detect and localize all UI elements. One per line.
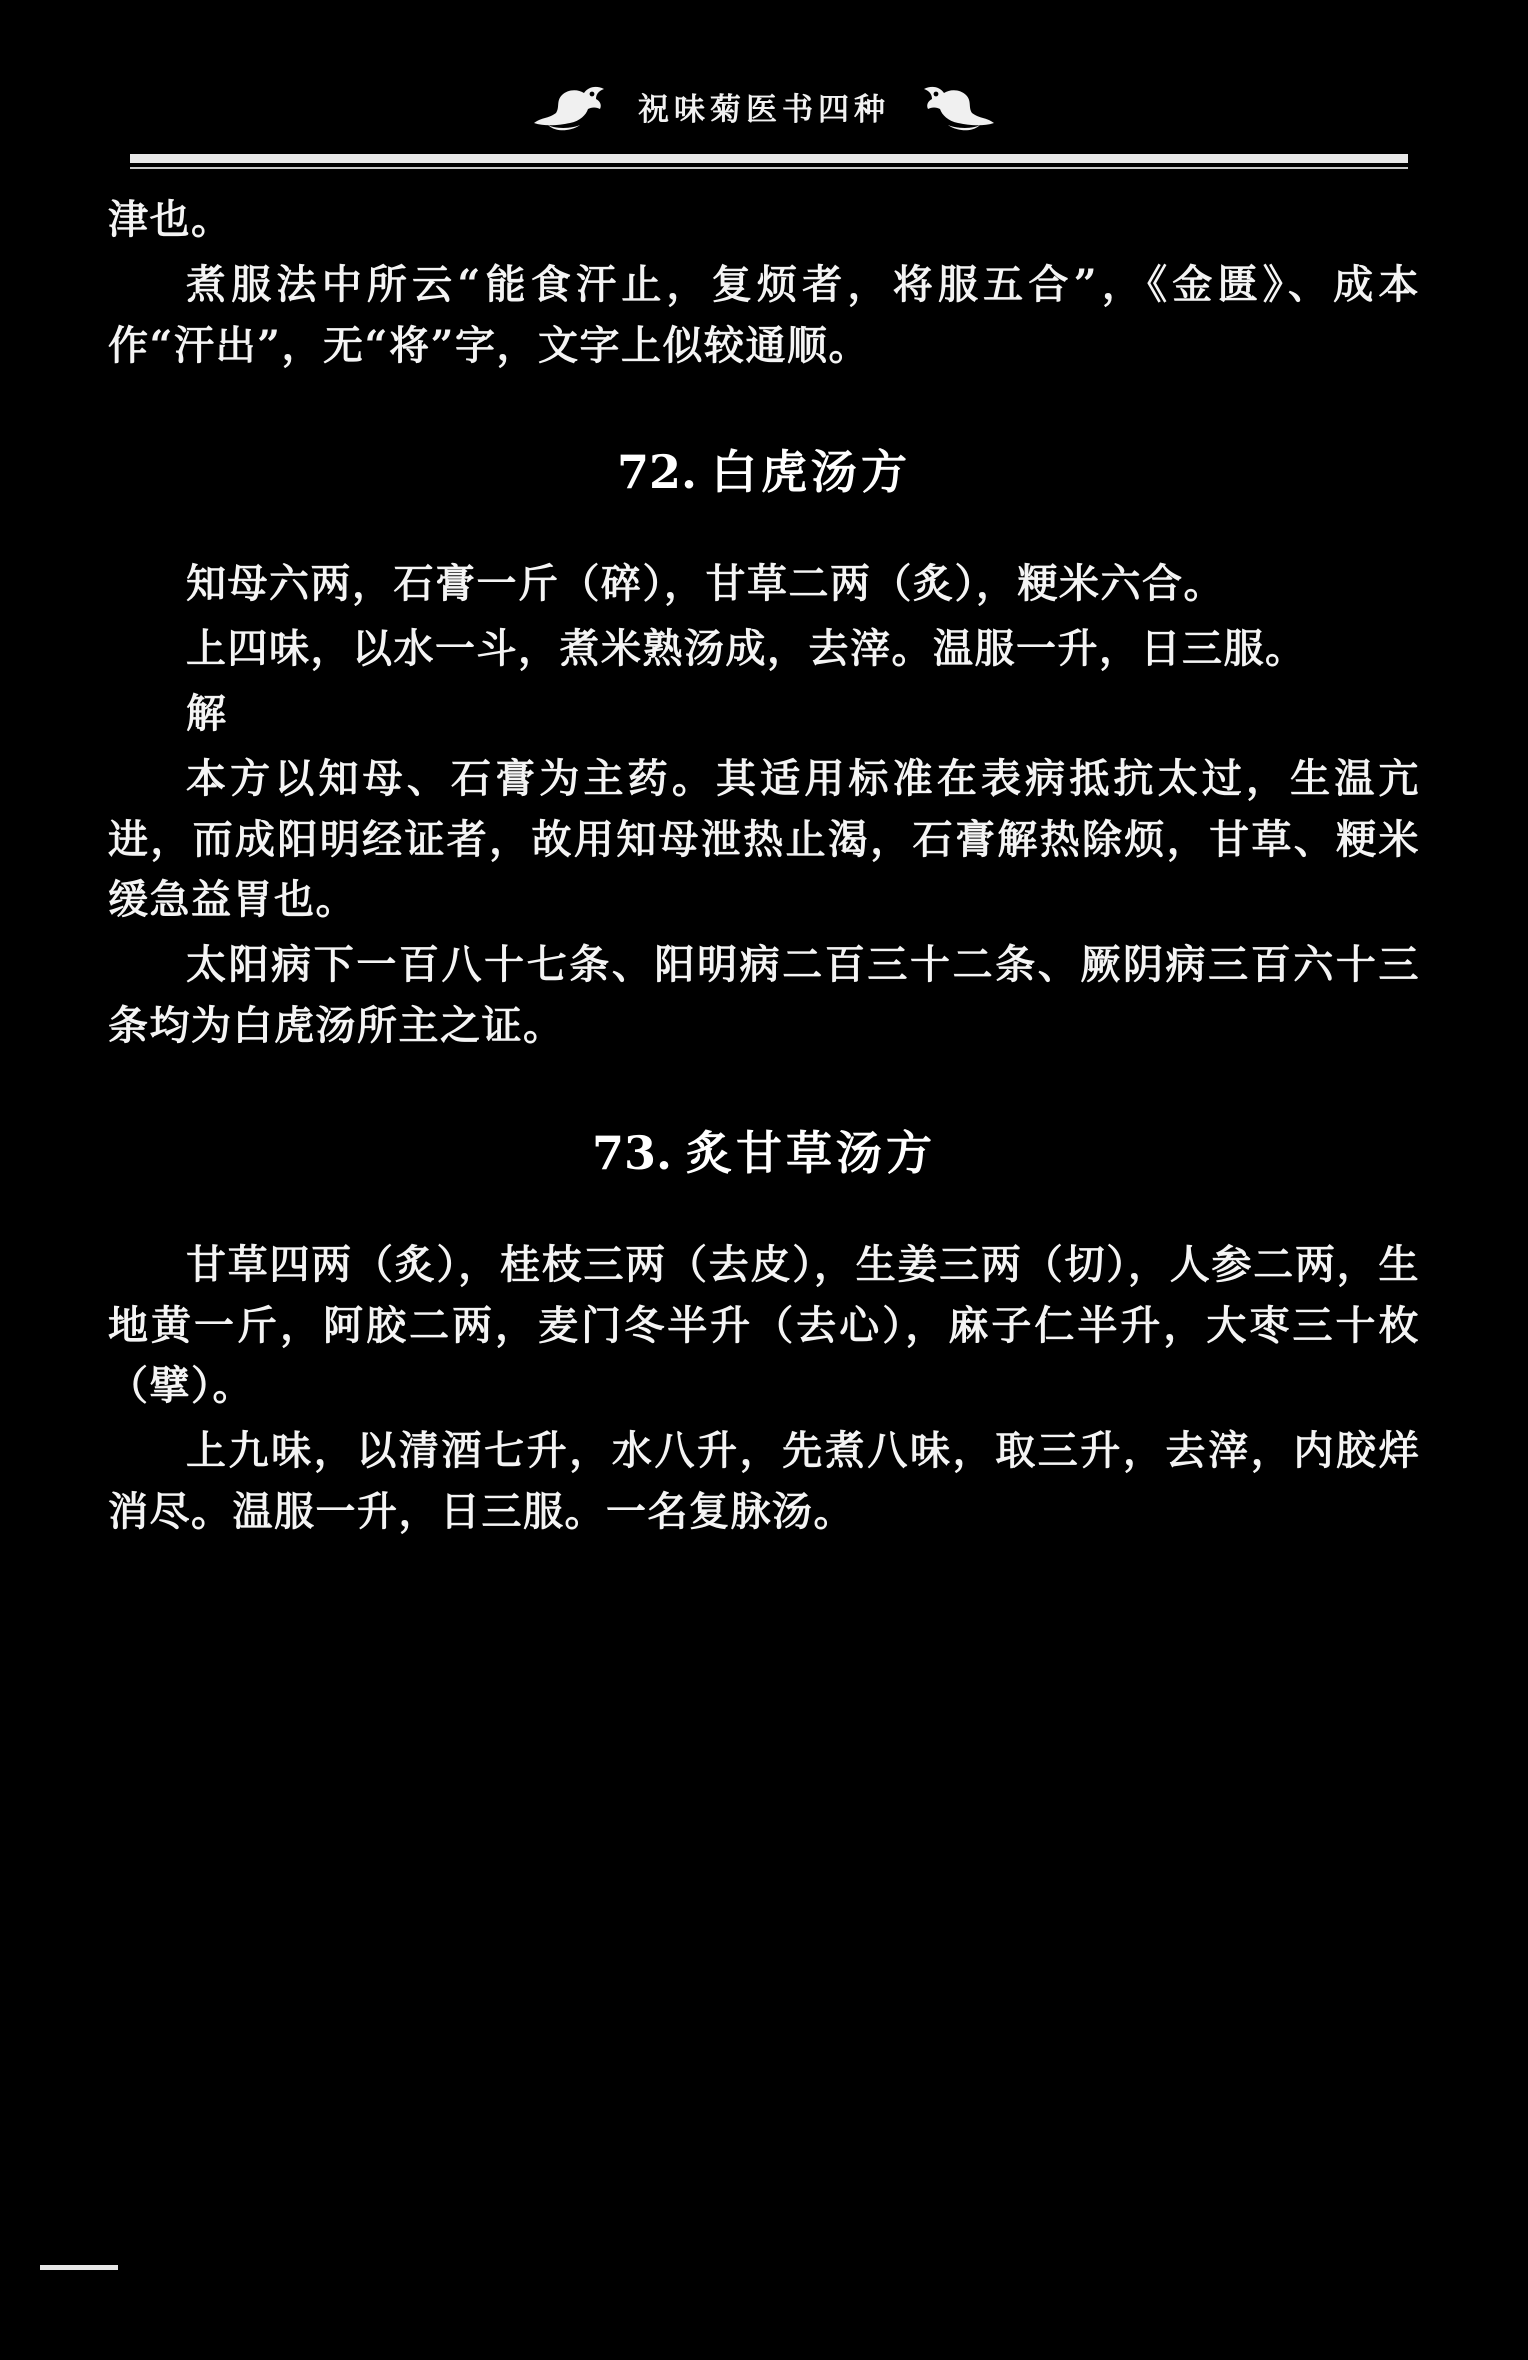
section-title: 炙甘草汤方 xyxy=(686,1125,937,1180)
bird-ornament-icon xyxy=(916,77,1002,135)
paragraph: 解 xyxy=(186,689,228,737)
header-title: 祝味菊医书四种 xyxy=(638,91,890,128)
section-number: 73. xyxy=(591,1125,673,1180)
bird-ornament-icon xyxy=(526,77,612,135)
section-heading xyxy=(108,1117,1420,1183)
paragraph: 知母六两，石膏一斤（碎），甘草二两（炙），粳米六合。 xyxy=(186,560,1225,608)
section-number: 72. xyxy=(616,445,698,500)
page-right-margin xyxy=(1510,0,1528,2360)
paragraph: 煮服法中所云“能食汗止，复烦者，将服五合”，《金匮》、成本作“汗出”，无“将”字，文字上似较通顺。 xyxy=(108,260,1420,369)
section-title: 白虎汤方 xyxy=(711,445,912,500)
page-left-margin xyxy=(0,0,16,2360)
section-heading xyxy=(108,436,1420,502)
paragraph: 上四味，以水一斗，煮米熟汤成，去滓。温服一升，日三服。 xyxy=(186,625,1307,673)
running-header xyxy=(120,70,1408,162)
paragraph: 太阳病下一百八十七条、阳明病二百三十二条、厥阴病三百六十三条均为白虎汤所主之证。 xyxy=(108,941,1420,1049)
paragraph: 甘草四两（炙），桂枝三两（去皮），生姜三两（切），人参二两，生地黄一斤，阿胶二两，麦门冬半升（去心），麻子仁半升，大枣三十枚（擘）。 xyxy=(108,1240,1420,1410)
page-content xyxy=(108,190,1420,1547)
header-divider xyxy=(130,154,1408,163)
paragraph: 津也。 xyxy=(108,196,233,243)
footer-rule xyxy=(40,2265,118,2270)
paragraph: 本方以知母、石膏为主药。其适用标准在表病抵抗太过，生温亢进，而成阳明经证者，故用知母泄热止渴，石膏解热除烦，甘草、粳米缓急益胃也。 xyxy=(108,754,1420,924)
paragraph: 上九味，以清酒七升，水八升，先煮八味，取三升，去滓，内胶烊消尽。温服一升，日三服。一名复脉汤。 xyxy=(108,1427,1420,1535)
